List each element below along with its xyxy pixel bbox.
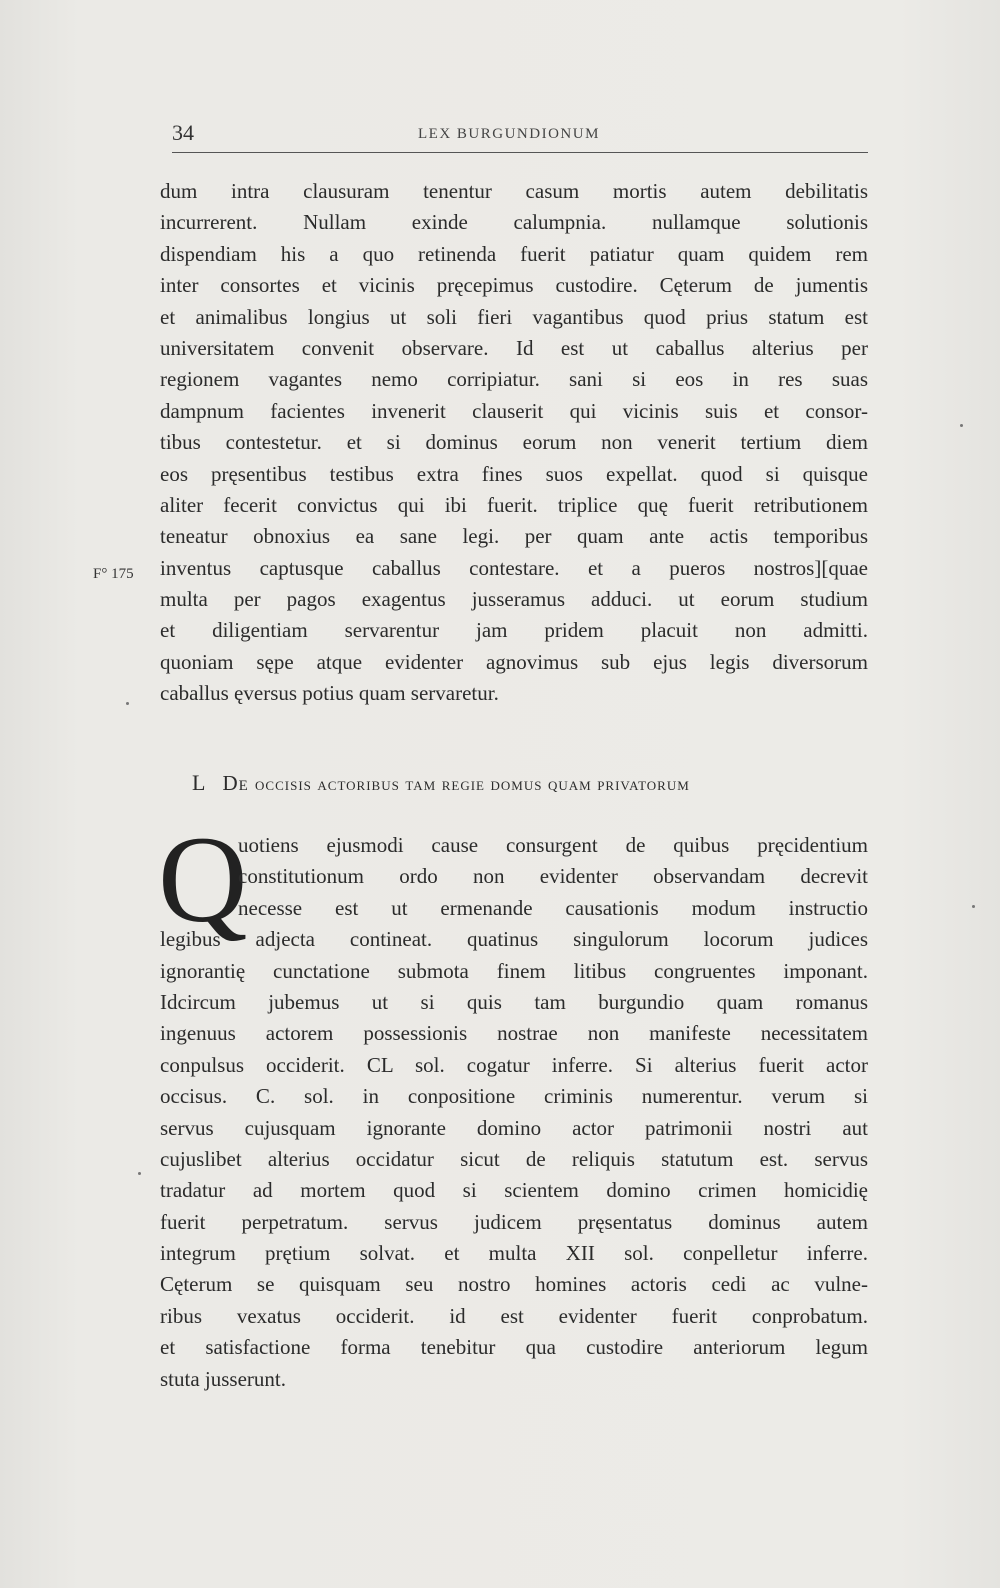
paragraph-1 <box>160 176 868 710</box>
text-line: integrum prętium solvat. et multa XII sol. conpelletur inferre. <box>160 1241 868 1266</box>
text-line: conpulsus occiderit. CL sol. cogatur inferre. Si alterius fuerit actor <box>160 1052 868 1077</box>
text-line: necesse est ut ermenande causationis modum instructio <box>238 895 868 920</box>
section-heading: L De occisis actoribus tam regie domus quam privatorum <box>192 770 690 795</box>
paragraph-2 <box>160 830 868 1395</box>
text-line: tibus contestetur. et si dominus eorum non venerit tertium diem <box>160 430 868 455</box>
text-line: caballus ęversus potius quam servaretur. <box>160 681 499 706</box>
paper-speck <box>126 702 129 705</box>
text-line: occisus. C. sol. in conpositione criminis numerentur. verum si <box>160 1084 868 1109</box>
running-title: LEX BURGUNDIONUM <box>418 126 600 142</box>
text-line: ingenuus actorem possessionis nostrae non manifeste necessitatem <box>160 1021 868 1046</box>
text-line: multa per pagos exagentus jusseramus adduci. ut eorum studium <box>160 587 868 612</box>
paper-speck <box>138 1172 141 1175</box>
text-line: et satisfactione forma tenebitur qua custodire anteriorum legum <box>160 1335 868 1360</box>
text-line: ribus vexatus occiderit. id est evidenter fuerit conprobatum. <box>160 1303 868 1328</box>
text-line: fuerit perpetratum. servus judicem pręsentatus dominus autem <box>160 1209 868 1234</box>
text-line: dum intra clausuram tenentur casum mortis autem debilitatis <box>160 179 868 203</box>
text-line: cujuslibet alterius occidatur sicut de reliquis statutum est. servus <box>160 1146 868 1171</box>
margin-folio-note: F° 175 <box>93 566 134 582</box>
text-line: stuta jusserunt. <box>160 1366 286 1391</box>
text-line: universitatem convenit observare. Id est ut caballus alterius per <box>160 335 868 360</box>
text-line: legibus adjecta contineat. quatinus singulorum locorum judices <box>160 927 868 952</box>
text-line: uotiens ejusmodi cause consurgent de quibus pręcidentium <box>238 833 868 857</box>
text-line: inventus captusque caballus contestare. et a pueros nostros][quae <box>160 555 868 580</box>
page-header <box>172 116 868 156</box>
text-line: aliter fecerit convictus qui ibi fuerit. triplice quę fuerit retributionem <box>160 492 868 517</box>
text-line: dampnum facientes invenerit clauserit qui vicinis suis et consor- <box>160 398 868 423</box>
text-line: Idcircum jubemus ut si quis tam burgundio quam romanus <box>160 989 868 1014</box>
header-rule <box>172 152 868 153</box>
text-line: quoniam sępe atque evidenter agnovimus sub ejus legis diversorum <box>160 649 868 674</box>
text-line: servus cujusquam ignorante domino actor patrimonii nostri aut <box>160 1115 868 1140</box>
text-line: incurrerent. Nullam exinde calumpnia. nullamque solutionis <box>160 210 868 235</box>
text-line: constitutionum ordo non evidenter observandam decrevit <box>238 864 868 889</box>
drop-cap: Q <box>158 811 248 948</box>
paper-speck <box>972 905 975 908</box>
text-line: et diligentiam servarentur jam pridem placuit non admitti. <box>160 618 868 643</box>
text-line: inter consortes et vicinis pręcepimus custodire. Cęterum de jumentis <box>160 273 868 298</box>
text-line: ignorantię cunctatione submota finem litibus congruentes imponant. <box>160 958 868 983</box>
text-line: regionem vagantes nemo corripiatur. sani si eos in res suas <box>160 367 868 392</box>
text-line: Cęterum se quisquam seu nostro homines actoris cedi ac vulne- <box>160 1272 868 1297</box>
text-line: teneatur obnoxius ea sane legi. per quam ante actis temporibus <box>160 524 868 549</box>
text-line: dispendiam his a quo retinenda fuerit patiatur quam quidem rem <box>160 241 868 266</box>
page-number: 34 <box>172 120 194 145</box>
text-line: tradatur ad mortem quod si scientem domino crimen homicidię <box>160 1178 868 1203</box>
paper-speck <box>960 424 963 427</box>
text-line: eos pręsentibus testibus extra fines suos expellat. quod si quisque <box>160 461 868 486</box>
text-line: et animalibus longius ut soli fieri vagantibus quod prius statum est <box>160 304 868 329</box>
